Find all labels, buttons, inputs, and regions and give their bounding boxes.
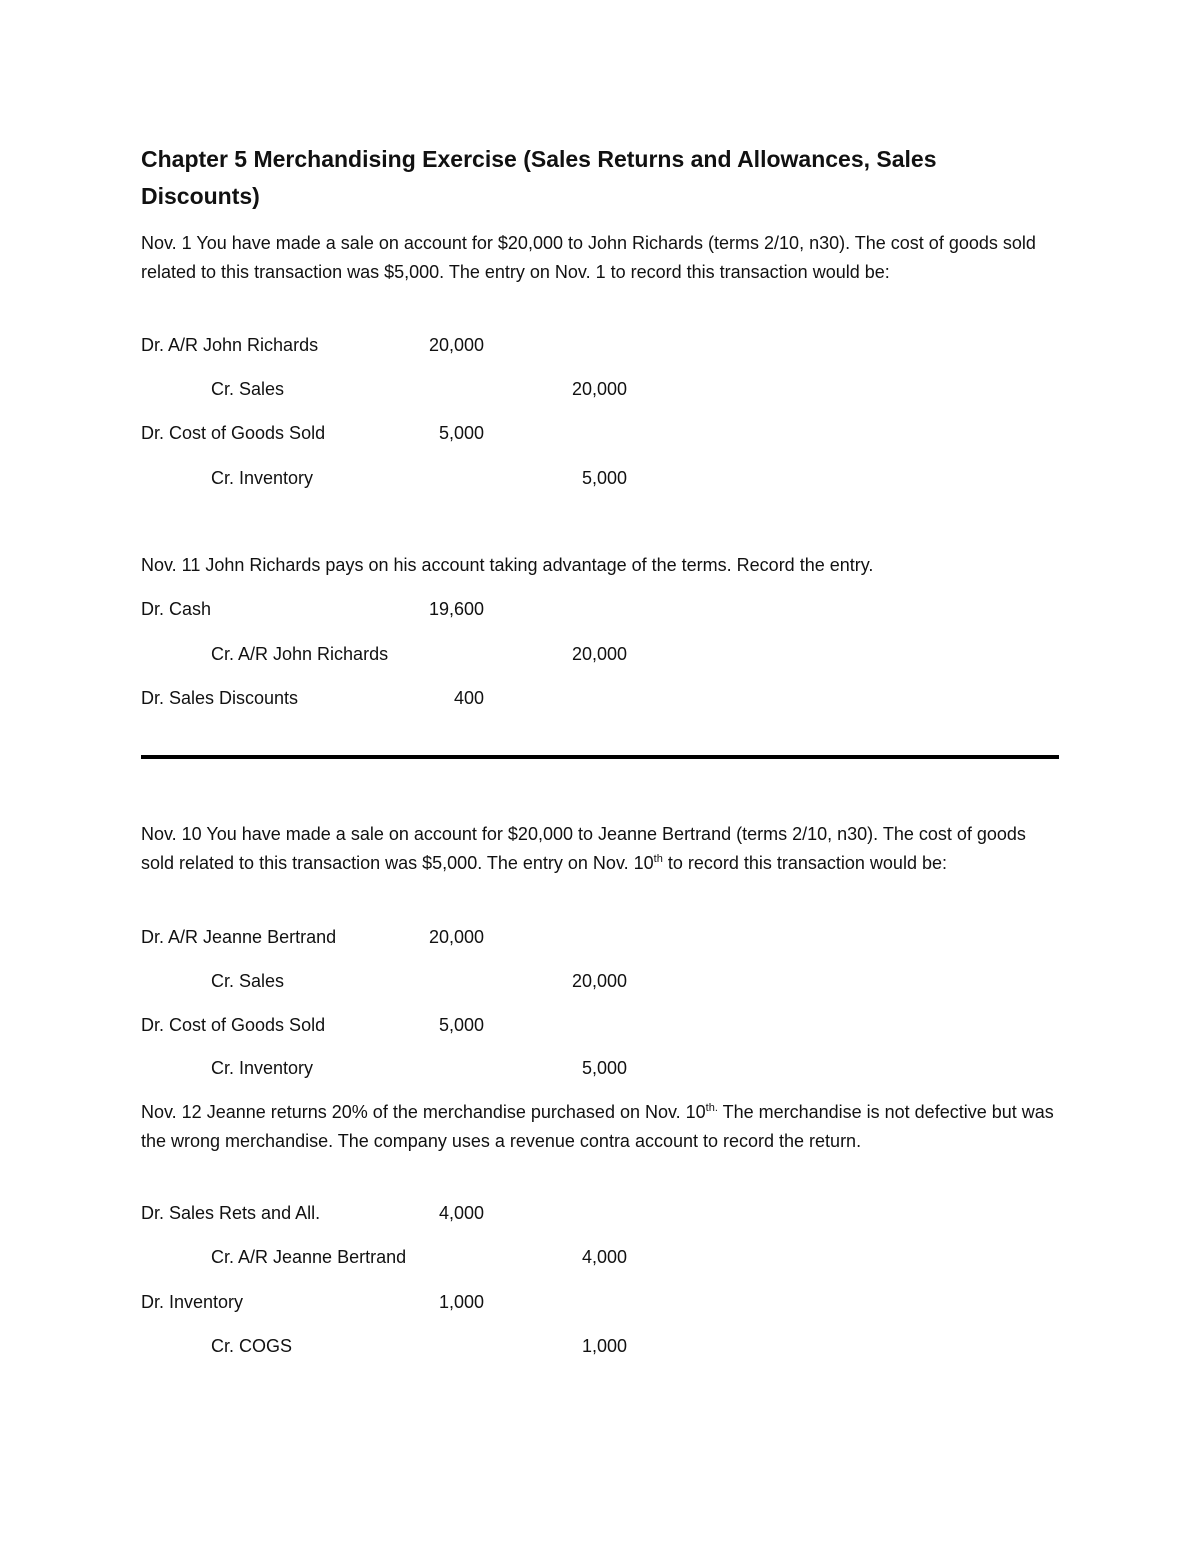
- account-name: Dr. Inventory: [141, 1292, 244, 1312]
- account-name: Cr. A/R John Richards: [211, 644, 389, 664]
- journal-entry-line: [0, 1333, 1200, 1359]
- journal-entry-line: [0, 376, 1200, 402]
- account-name: Dr. Cost of Goods Sold: [141, 423, 326, 443]
- description-text: Nov. 10 You have made a sale on account for $20,000 to Jeanne Bertrand (terms 2/10, n30). The cost of goods sold related to this transaction was $5,000. The entry on Nov. 10: [141, 824, 1026, 873]
- ordinal-suffix: th: [653, 852, 663, 865]
- account-name: Cr. COGS: [211, 1336, 293, 1356]
- journal-entry-line: [0, 1289, 1200, 1315]
- transaction-nov-10-description: [141, 820, 1061, 877]
- journal-entry-line: [0, 420, 1200, 446]
- transaction-nov-12-description: [141, 1098, 1061, 1155]
- account-name: Dr. Sales Rets and All.: [141, 1203, 321, 1223]
- description-text: The merchandise is not defective but was the wrong merchandise. The company uses a revenue contra account to record the return.: [141, 1102, 1054, 1151]
- journal-entry-line: [0, 685, 1200, 711]
- debit-amount: 20,000: [428, 927, 484, 947]
- debit-amount: 400: [453, 688, 484, 708]
- account-name: Cr. Sales: [211, 971, 285, 991]
- credit-amount: 5,000: [581, 468, 627, 488]
- account-name: Dr. Sales Discounts: [141, 688, 299, 708]
- credit-amount: 20,000: [571, 379, 627, 399]
- journal-entry-line: [0, 968, 1200, 994]
- journal-entry-line: [0, 1012, 1200, 1038]
- journal-entry-line: [0, 465, 1200, 491]
- journal-entry-line: [0, 1055, 1200, 1081]
- document-title: Chapter 5 Merchandising Exercise (Sales Returns and Allowances, Sales Discounts): [141, 146, 937, 209]
- journal-entry-line: [0, 596, 1200, 622]
- account-name: Cr. Sales: [211, 379, 285, 399]
- account-name: Cr. Inventory: [211, 1058, 314, 1078]
- debit-amount: 20,000: [428, 335, 484, 355]
- debit-amount: 5,000: [438, 1015, 484, 1035]
- account-name: Dr. Cash: [141, 599, 212, 619]
- credit-amount: 20,000: [571, 971, 627, 991]
- account-name: Dr. Cost of Goods Sold: [141, 1015, 326, 1035]
- account-name: Cr. Inventory: [211, 468, 314, 488]
- description-text: to record this transaction would be:: [662, 852, 947, 873]
- debit-amount: 1,000: [438, 1292, 484, 1312]
- account-name: Cr. A/R Jeanne Bertrand: [211, 1247, 407, 1267]
- section-divider: [141, 755, 1059, 759]
- credit-amount: 20,000: [571, 644, 627, 664]
- journal-entry-line: [0, 641, 1200, 667]
- description-text: Nov. 12 Jeanne returns 20% of the merchandise purchased on Nov. 10: [141, 1102, 706, 1122]
- credit-amount: 5,000: [581, 1058, 627, 1078]
- transaction-nov-11-description: Nov. 11 John Richards pays on his account taking advantage of the terms. Record the entry.: [141, 555, 874, 575]
- credit-amount: 4,000: [581, 1247, 627, 1267]
- journal-entry-line: [0, 1244, 1200, 1270]
- debit-amount: 5,000: [438, 423, 484, 443]
- credit-amount: 1,000: [581, 1336, 627, 1356]
- account-name: Dr. A/R John Richards: [141, 335, 319, 355]
- ordinal-suffix: th.: [705, 1102, 718, 1114]
- account-name: Dr. A/R Jeanne Bertrand: [141, 927, 337, 947]
- transaction-nov-1-description: Nov. 1 You have made a sale on account for $20,000 to John Richards (terms 2/10, n30). The cost of goods sold related to this transaction was $5,000. The entry on Nov. 1 to record this transaction would be:: [141, 233, 1036, 282]
- journal-entry-line: [0, 332, 1200, 358]
- journal-entry-line: [0, 1200, 1200, 1226]
- debit-amount: 4,000: [438, 1203, 484, 1223]
- journal-entry-line: [0, 924, 1200, 950]
- debit-amount: 19,600: [428, 599, 484, 619]
